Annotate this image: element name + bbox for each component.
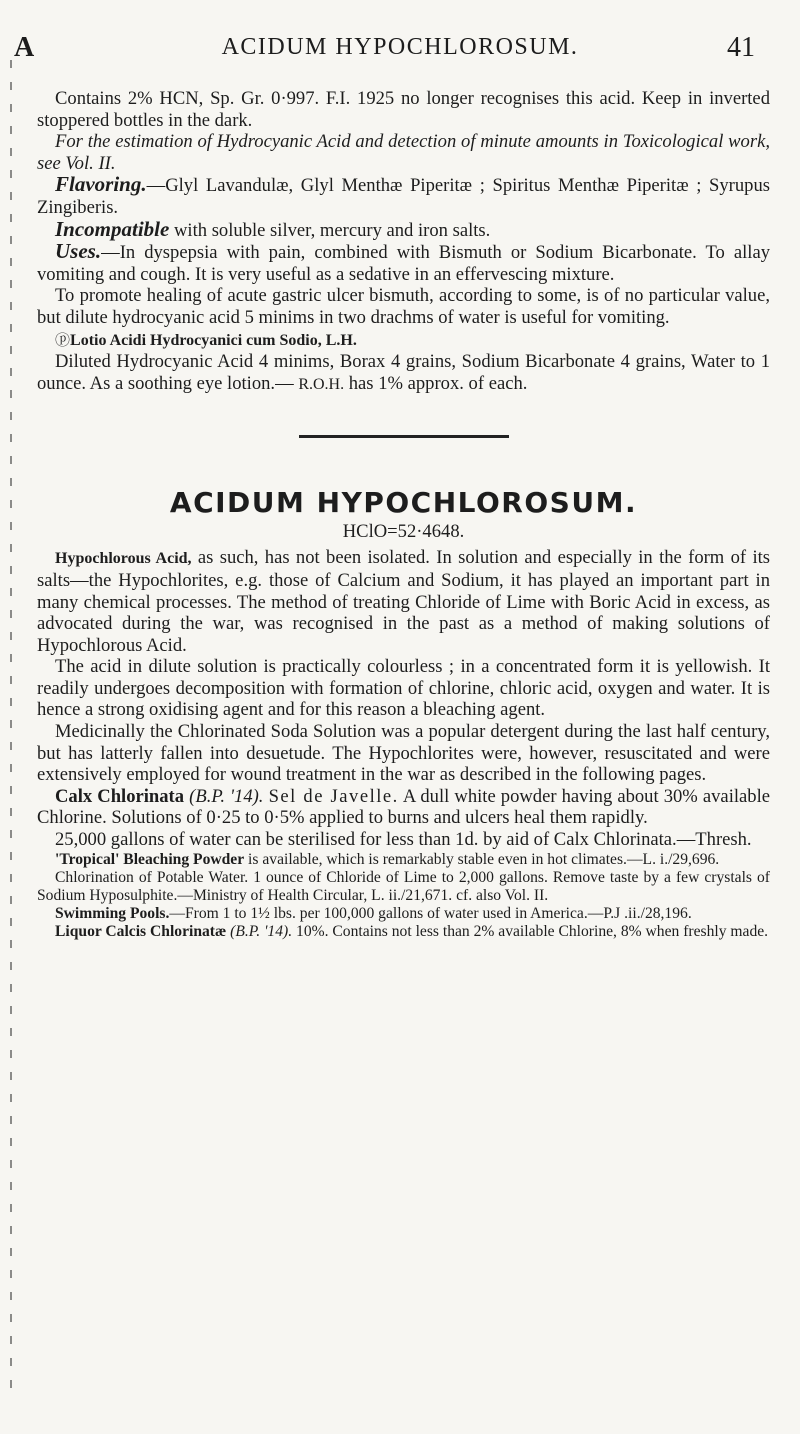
- swimming-label: Swimming Pools.: [55, 905, 170, 923]
- liquor-note: [37, 923, 770, 941]
- calx-alternate-name: Sel de Javelle.: [268, 785, 399, 807]
- flavoring-text: —Glyl Lavandulæ, Glyl Menthæ Piperitæ ; Spiritus Menthæ Piperitæ ; Syrupus Zingiberis.: [37, 175, 770, 218]
- page-body: [37, 88, 770, 942]
- header-section-letter: A: [14, 32, 35, 63]
- swimming-note: [37, 905, 770, 923]
- properties-paragraph: The acid in dilute solution is practically colourless ; in a concentrated form it is yellowish. It readily undergoes decomposition with formation of chlorine, chloric acid, oxygen and water. It is hence a strong oxidising agent and for this reason a bleaching agent.: [37, 656, 770, 721]
- hypochlorous-intro-paragraph: [37, 547, 770, 656]
- medicinal-paragraph: Medicinally the Chlorinated Soda Solution was a popular detergent during the last half century, but has latterly fallen into desuetude. The Hypochlorites were, however, resuscitated and were extensively employed for wound treatment in the war as described in the following pages.: [37, 721, 770, 786]
- swimming-text: —From 1 to 1½ lbs. per 100,000 gallons of water used in America.—P.J .ii./28,196.: [169, 905, 692, 923]
- roh-text: has 1% approx. of each.: [344, 372, 528, 394]
- calx-text: A dull white powder having about 30% available Chlorine. Solutions of 0·25 to 0·5% applied to burns and ulcers heal them rapidly.: [37, 785, 770, 829]
- liquor-label: Liquor Calcis Chlorinatæ: [55, 923, 227, 941]
- flavoring-paragraph: [37, 174, 770, 218]
- lotio-label: Lotio Acidi Hydrocyanici cum Sodio, L.H.: [70, 331, 357, 349]
- incompatible-paragraph: [37, 216, 770, 242]
- section-title: ACIDUM HYPOCHLOROSUM.: [169, 486, 638, 520]
- small-print-notes: [37, 851, 770, 942]
- running-header: [0, 26, 800, 66]
- sterilisation-paragraph: 25,000 gallons of water can be sterilised for less than 1d. by aid of Calx Chlorinata.—Thresh.: [55, 829, 752, 851]
- lotio-text: Diluted Hydrocyanic Acid 4 minims, Borax 4 grains, Sodium Bicarbonate 4 grains, Water to 1 ounce. As a soothing eye lotion.—: [37, 351, 770, 394]
- tropical-label: 'Tropical' Bleaching Powder: [55, 850, 245, 868]
- uses-paragraph: [37, 241, 770, 285]
- gastric-ulcer-paragraph: To promote healing of acute gastric ulcer bismuth, according to some, is of no particular value, but dilute hydrocyanic acid 5 minims in two drachms of water is useful for vomiting.: [37, 285, 770, 328]
- lotio-paragraph: [37, 351, 770, 395]
- calx-reference: (B.P. '14).: [189, 785, 264, 807]
- page-number: 41: [727, 32, 755, 63]
- tropical-text: is available, which is remarkably stable even in hot climates.—L. i./29,696.: [244, 850, 720, 868]
- calx-label: Calx Chlorinata: [55, 785, 185, 807]
- hypochlorous-label: Hypochlorous Acid,: [55, 550, 192, 568]
- page-edge-rule: [10, 60, 12, 1400]
- uses-label: Uses.: [55, 239, 102, 264]
- chlorination-note: Chlorination of Potable Water. 1 ounce of Chloride of Lime to 2,000 gallons. Remove taste by a few crystals of Sodium Hyposulphite.—Ministry of Health Circular, L. ii./21,671. cf. also Vol. II.: [37, 868, 770, 905]
- flavoring-label: Flavoring.: [55, 172, 147, 197]
- header-title: ACIDUM HYPOCHLOROSUM.: [221, 34, 579, 60]
- lotio-heading: [37, 329, 770, 352]
- liquor-reference: (B.P. '14).: [230, 923, 293, 941]
- official-preparation-icon: ⓟ: [55, 330, 71, 349]
- chemical-formula: HClO=52·4648.: [342, 521, 465, 543]
- estimation-reference: For the estimation of Hydrocyanic Acid and detection of minute amounts in Toxicological work, see Vol. II.: [37, 131, 770, 174]
- tropical-note: [37, 851, 770, 869]
- calx-paragraph: [37, 786, 770, 829]
- liquor-text: 10%. Contains not less than 2% available Chlorine, 8% when freshly made.: [292, 923, 769, 941]
- hcn-content-paragraph: Contains 2% HCN, Sp. Gr. 0·997. F.I. 1925 no longer recognises this acid. Keep in inverted stoppered bottles in the dark.: [37, 88, 770, 131]
- hypochlorous-intro-text: as such, has not been isolated. In solution and especially in the form of its salts—the Hypochlorites, e.g. those of Calcium and Sodium, it has played an important part in many chemical processes. The method of treating Chloride of Lime with Boric Acid in excess, as advocated during the war, was recognised in the past as a method of making solutions of Hypochlorous Acid.: [37, 547, 771, 656]
- roh-label: R.O.H.: [298, 375, 345, 393]
- uses-text: —In dyspepsia with pain, combined with Bismuth or Sodium Bicarbonate. To allay vomiting and cough. It is very useful as a sedative in an effervescing mixture.: [37, 242, 770, 285]
- incompatible-text: with soluble silver, mercury and iron salts.: [169, 219, 491, 241]
- incompatible-label: Incompatible: [55, 216, 170, 241]
- section-divider: [299, 435, 509, 438]
